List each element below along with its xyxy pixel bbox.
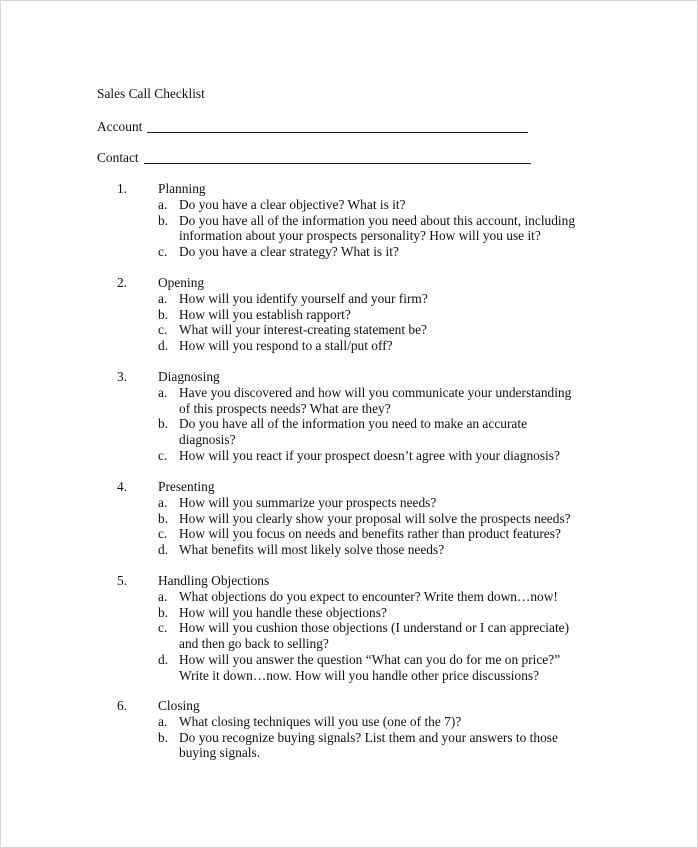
list-item xyxy=(158,495,598,511)
list-item xyxy=(158,197,598,213)
list-item xyxy=(158,307,598,323)
item-text: Do you recognize buying signals? List them and your answers to those buying signals. xyxy=(179,729,558,761)
list-item xyxy=(158,542,598,558)
item-letter: a. xyxy=(158,385,168,400)
list-item xyxy=(158,620,598,651)
contact-blank-line xyxy=(144,163,531,164)
list-item xyxy=(158,338,598,354)
list-item xyxy=(158,416,598,447)
contact-label: Contact xyxy=(97,150,139,165)
item-text: How will you respond to a stall/put off? xyxy=(179,338,393,354)
item-text: How will you react if your prospect doesn’t agree with your diagnosis? xyxy=(179,447,560,463)
item-text: What benefits will most likely solve those needs? xyxy=(179,542,445,558)
item-letter: c. xyxy=(158,244,168,260)
list-item xyxy=(158,385,598,416)
list-item xyxy=(158,244,598,260)
item-letter: c. xyxy=(158,447,168,463)
section-title: Opening xyxy=(158,275,205,290)
item-text: How will you cushion those objections (I understand or I can appreciate) and then go back to selling? xyxy=(179,620,570,652)
item-list xyxy=(158,385,598,464)
list-item xyxy=(158,448,598,464)
item-text: How will you identify yourself and your firm? xyxy=(179,291,428,306)
document-title: Sales Call Checklist xyxy=(97,86,205,101)
item-letter: b. xyxy=(158,510,169,526)
item-text: How will you clearly show your proposal will solve the prospects needs? xyxy=(179,510,571,526)
list-item xyxy=(158,605,598,621)
section-number: 1. xyxy=(117,181,128,196)
item-letter: a. xyxy=(158,714,168,729)
item-letter: a. xyxy=(158,589,168,604)
item-letter: c. xyxy=(158,526,168,542)
section-number: 4. xyxy=(117,479,128,494)
list-item xyxy=(158,291,598,307)
item-text: Do you have a clear objective? What is it? xyxy=(179,197,406,212)
item-text: What objections do you expect to encounter? Write them down…now! xyxy=(179,589,558,604)
item-text: Do you have a clear strategy? What is it? xyxy=(179,244,399,260)
account-blank-line xyxy=(147,132,528,133)
item-letter: d. xyxy=(158,542,169,558)
item-letter: b. xyxy=(158,604,169,620)
item-text: How will you summarize your prospects needs? xyxy=(179,495,437,510)
item-letter: d. xyxy=(158,651,169,667)
list-item xyxy=(158,714,598,730)
section-number: 2. xyxy=(117,275,128,290)
item-text: How will you establish rapport? xyxy=(179,306,351,322)
item-text: Have you discovered and how will you communicate your understanding of this prospects needs? What are they? xyxy=(179,385,572,416)
item-list xyxy=(158,197,598,260)
list-item xyxy=(158,213,598,244)
section-number: 6. xyxy=(117,698,128,713)
item-letter: b. xyxy=(158,212,169,228)
list-item xyxy=(158,730,598,761)
item-list xyxy=(158,495,598,558)
list-item xyxy=(158,322,598,338)
item-letter: b. xyxy=(158,729,169,745)
item-letter: d. xyxy=(158,338,169,354)
list-item xyxy=(158,526,598,542)
section-title: Diagnosing xyxy=(158,369,220,384)
section-title: Presenting xyxy=(158,479,215,494)
list-item xyxy=(158,652,598,683)
item-letter: a. xyxy=(158,291,168,306)
item-letter: c. xyxy=(158,322,168,338)
section-number: 5. xyxy=(117,573,128,588)
item-text: How will you focus on needs and benefits rather than product features? xyxy=(179,526,561,542)
item-text: How will you answer the question “What can you do for me on price?” Write it down…now. How will you handle other price discussions? xyxy=(179,651,561,683)
item-list xyxy=(158,291,598,354)
item-list xyxy=(158,714,598,761)
item-letter: a. xyxy=(158,495,168,510)
item-text: Do you have all of the information you need about this account, including information about your prospects personality? How will you use it? xyxy=(179,212,576,244)
section-title: Handling Objections xyxy=(158,573,270,588)
list-item xyxy=(158,589,598,605)
item-list xyxy=(158,589,598,683)
item-letter: b. xyxy=(158,416,169,432)
list-item xyxy=(158,511,598,527)
section-title: Planning xyxy=(158,181,206,196)
section-number: 3. xyxy=(117,369,128,384)
item-letter: a. xyxy=(158,197,168,212)
item-text: What closing techniques will you use (one of the 7)? xyxy=(179,714,462,729)
item-text: Do you have all of the information you need to make an accurate diagnosis? xyxy=(179,416,528,448)
item-letter: c. xyxy=(158,620,168,636)
item-letter: b. xyxy=(158,306,169,322)
section-title: Closing xyxy=(158,698,200,713)
account-label: Account xyxy=(97,119,143,134)
item-text: How will you handle these objections? xyxy=(179,604,387,620)
item-text: What will your interest-creating statement be? xyxy=(179,322,428,338)
